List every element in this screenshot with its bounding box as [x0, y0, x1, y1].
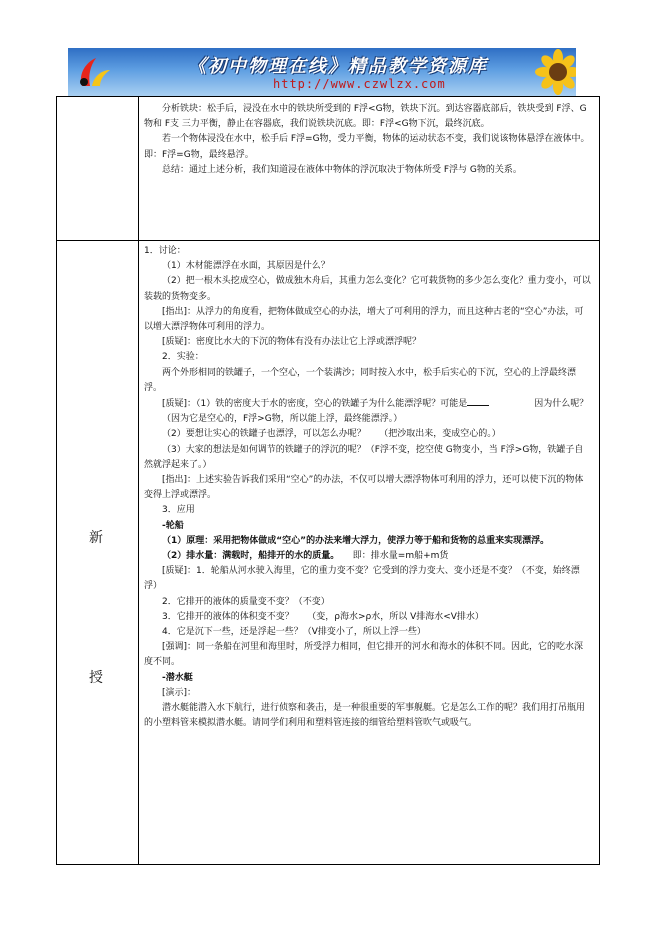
table-border-left: [56, 97, 57, 865]
paragraph: [144, 549, 592, 564]
table-row-divider: [56, 240, 600, 241]
top-cell-content: [144, 102, 592, 178]
answer-text: （变，ρ海水>ρ水，所以 V排海水<V排水）: [311, 611, 484, 622]
formula-text: 即：排水量=m船+m货: [352, 551, 449, 562]
table-column-divider: [138, 97, 139, 865]
main-cell-content: [144, 244, 592, 732]
paragraph: （2）把一根木头挖成空心，做成独木舟后，其重力怎么变化？它可载货物的多少怎么变化？重力变小，可以装载的货物变多。: [144, 276, 591, 302]
fill-blank: [467, 396, 489, 406]
paragraph: 两个外形相同的铁罐子，一个空心，一个装满沙；同时按入水中，松手后实心的下沉，空心的上浮最终漂浮。: [144, 367, 577, 393]
paragraph: [演示]：: [162, 687, 197, 698]
lesson-table: [56, 96, 600, 865]
paragraph: [指出]：上述实验告诉我们采用“空心”的办法，不仅可以增大漂浮物体可利用的浮力，还可以使下沉的物体变得上浮或漂浮。: [144, 475, 584, 501]
paragraph: [强调]：同一条船在河里和海里时，所受浮力相同，但它排开的河水和海水的体积不同。因此，它的吃水深度不同。: [144, 642, 584, 668]
paragraph: （3）大家的想法是如何调节的铁罐子的浮沉的呢？（F浮不变，挖空使 G物变小，当 F浮>G物，铁罐子自然就浮起来了。）: [144, 444, 584, 470]
paragraph: 1．讨论：: [144, 246, 186, 256]
paragraph: [144, 396, 592, 412]
bold-text: （2）排水量：满载时，船排开的水的质量。: [162, 551, 335, 562]
paragraph: 3．应用: [162, 505, 195, 516]
side-label-new: 新: [89, 530, 103, 546]
question-text: 3．它排开的液体的体积变不变？: [162, 611, 294, 622]
site-banner: [68, 48, 576, 96]
paragraph: [指出]：从浮力的角度看，把物体做成空心的办法，增大了可利用的浮力，而且这种古老的“空心”办法，可以增大漂浮物体可利用的浮力。: [144, 306, 584, 333]
paragraph: 2．它排开的液体的质量变不变？（不变）: [162, 596, 330, 607]
paragraph: 分析铁块：松手后，浸没在水中的铁块所受到的 F浮<G物，铁块下沉。到达容器底部后，铁块受到 F浮、G物和 F支 三力平衡，静止在容器底，我们说铁块沉底。即：F浮<G物下沉，最终沉底。: [144, 104, 587, 130]
site-logo-icon: [74, 52, 114, 92]
question-text: 因为什么呢？: [534, 399, 589, 410]
section-heading: -潜水艇: [162, 672, 193, 683]
section-heading: -轮船: [162, 520, 184, 531]
question-text: [质疑]：（1）铁的密度大于水的密度，空心的铁罐子为什么能漂浮呢？可能是: [162, 399, 468, 410]
table-border-bottom: [56, 864, 600, 865]
paragraph: 2．实验：: [162, 352, 204, 363]
paragraph: [144, 610, 592, 625]
side-label-teach: 授: [89, 670, 103, 686]
paragraph: 总结：通过上述分析，我们知道浸在液体中物体的浮沉取决于物体所受 F浮与 G物的关系。: [162, 164, 522, 175]
paragraph: （1）木材能漂浮在水面，其原因是什么？: [162, 261, 330, 272]
site-title: 《初中物理在线》精品教学资源库: [188, 56, 488, 77]
paragraph: [质疑]：密度比水大的下沉的物体有没有办法让它上浮或漂浮呢？: [162, 337, 422, 348]
paragraph: （2）要想让实心的铁罐子也漂浮，可以怎么办呢？ （把沙取出来，变成空心的。）: [162, 429, 501, 440]
paragraph: （1）原理：采用把物体做成“空心”的办法来增大浮力，使浮力等于船和货物的总重来实现漂浮。: [162, 535, 550, 546]
site-url[interactable]: http://www.czwlzx.com: [273, 77, 446, 91]
table-border-right: [599, 97, 600, 865]
paragraph: 若一个物体浸没在水中，松手后 F浮=G物，受力平衡，物体的运动状态不变，我们说该物体悬浮在液体中。即：F浮=G物，最终悬浮。: [144, 134, 590, 160]
paragraph: （因为它是空心的，F浮>G物，所以能上浮，最终能漂浮。）: [162, 414, 403, 425]
paragraph: 潜水艇能潜入水下航行，进行侦察和袭击，是一种很重要的军事舰艇。它是怎么工作的呢？我们用打吊瓶用的小塑料管来模拟潜水艇。请同学们利用和塑料管连接的细管给塑料管吹气或吸气。: [144, 703, 586, 729]
paragraph: [质疑]：1．轮船从河水驶入海里，它的重力变不变？它受到的浮力变大、变小还是不变？（不变，始终漂浮）: [144, 566, 580, 592]
sunflower-icon: [528, 48, 576, 96]
paragraph: 4．它是沉下一些，还是浮起一些？（V排变小了，所以上浮一些）: [162, 627, 426, 638]
